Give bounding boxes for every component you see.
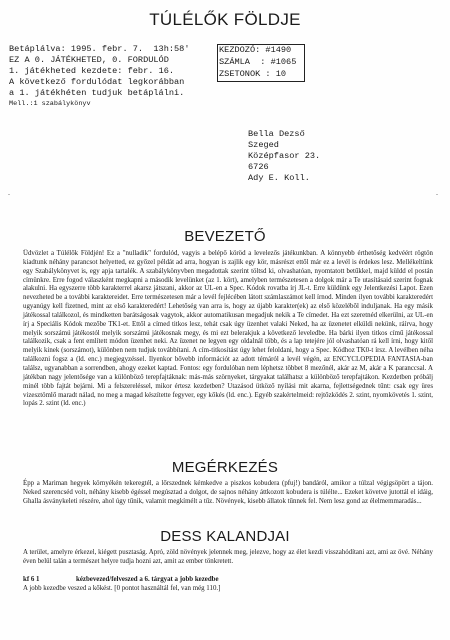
section-text-bevezeto [23,250,433,409]
bevezeto-paragraph: Üdvözlet a Túlélők Földjén! Ez a "nulladik" fordulód, vagyis a belépő köröd a levelezős játékunkban. A könnyebb érthetőség kedvéért rögtön kiadtunk néhány parancsot helyetted, ez győzel példát ad arra, hogyan is zajlik egy kör, másrészt ettől már ez a levél is érdekes lesz. Mellékeltünk egy Szabálykönyvet is, egy apja tartalék. A szabálykönyvben megadottak szerint töltsd ki, olvashatóan, nyomtatott betűkkel, majd küldd el postán címünkre. Erre fogod válaszként megkapni a második levelünket (az 1. kört), amelyben természetesen a dolgok már a Te utasításaid szerint fognak alakulni. Ha egyszerre több karakterrel akarsz játszani, akkor az UL-en a Spec. Kódok rovatba írj JL-t. Erre küldünk egy Jelentkezési Lapot. Ezen nevezheted be a további karaktereidet. Erre természetesen már a levél fejlécében látott számlaszámot kell írnod. Minden ilyen további karakteredért ugyanúgy kell fizetned, mint az első karakteredért! Lehetőség van arra is, hogy az újabb karakter(ek) az első közelébõl induljanak. Ha egy másik játékossal találkozol, és mindketten barátságosak vagytok, akkor automatikusan megadjuk nekik a Te címedet. Ha ezt szeretnéd elkerülni, az UL-en írj a Speciális Kódok mezőbe TK1-et. Ettől a címed titkos lesz, tehát csak úgy üzenhet valaki Neked, ha az üzenetet elküldi nekünk, ráírva, hogy melyik sorszámú játékostól melyik sorszámú játékosnak megy, és mi ezt belerakjuk a következő leveledbe. Ha bárki ilyen titkos című játékossal találkozik, csak a fent említett módon üzenhet neki. Az üzenet ne legyen egy oldalnál több, és a lap tetejére jól olvashatóan rá kell írni, hogy kitől melyik kinek (sorszámot), különben nem tudjuk továbbítani. A cím-titkosítást úgy lehet feloldani, hogy a Spec. Kódhoz TK0-t írsz. A levélben néha találkozni fogsz a (ld. enc.) megjegyzéssel. Ilyenkor bővebb információt az adott témáról a levél végén, az ENCYCLOPEDIA FANTASIA-ban találsz, ugyanabban a sorrendben, ahogy ezeket kaptad. Fontos: egy fordulóban nem léphetsz többet 8 mezőnél, akár az M, akár a K paranccsal. A játékban nagy jelentősége van a különböző terepfajtáknak: más-más szörnyeket, tárgyakat találhatsz a különböző terepfajtákon. Kezdetben próbálj minél több fajtát bejárni. Mi a felszereléssel, mikor értesz kezdetben? Utazásod ütköző nyílási mit akarna, fejlettségednek tűnt: csak egy üres vizesztömlő maradt nálad, no meg a magad készítette fegyver, egy kőkés (ld. enc.). Egyéb szakértelmeid: rejtőzködés 2. szint, nyomkövetés 1. szint, lopás 2. szint (ld. enc.) [23,250,433,408]
section-heading-dess: DESS KALANDJAI [160,528,290,545]
account-zsetonok: ZSETONOK : 10 [219,69,287,79]
command-code: kf 6 1 [23,576,40,583]
dess-paragraph: A terület, amelyre érkezel, kiégett pusztaság. Apró, zöld növények jelennek meg, jelezve, hogy az élet kezdi visszahódítani azt, ami az övé. Néhány éven belül talán a természet helyre tudja hozni azt, amit az ember tönkretett. [23,549,433,565]
page-title: TÚLÉLŐK FÖLDJE [149,10,301,29]
address-city: Szeged [248,140,279,150]
megerkezes-paragraph: Épp a Mariman hegyek környékén tekeregtél, a lőrszednek kémkedve a piszkos kobudera (pfuj!) bandáról, amikor a túlzal végigsöpört a tájon. Neked szerencséd volt, néhány kisebb égéssel megúsztad a dolgot, de sajnos néhány áttkozott kobudera is túlélte... Ezeket követve jutottál el idáig, Ghalla ásványkeleti részére, ahol úgy tűnik, valamit megkímélt a tűz. Növények, kisebb állatok tűnnek fel. Nem lesz gond az élelmemmaradás... [23,480,433,505]
info-line-week: EZ A 0. JÁTÉKHETED, 0. FORDULÓD [9,55,169,65]
info-line-attachment: Mell.:1 szabálykönyv [9,100,91,108]
section-heading-bevezeto: BEVEZETŐ [184,228,266,245]
account-kezdozo: KEZDOZÓ: #1490 [219,45,292,55]
info-line-next: A következő fordulódat legkorábban [9,77,185,87]
section-text-megerkezes [23,480,433,507]
info-line-week-input: a 1. játékhéten tudjuk betáplálni. [9,88,185,98]
section-text-dess [23,549,433,567]
section-heading-megerkezes: MEGÉRKEZÉS [171,459,279,476]
fold-mark-right: - [436,192,438,198]
account-szamla: SZÁMLA : #1065 [219,57,297,67]
address-name: Bella Dezső [248,129,305,139]
address-care-of: Ady E. Koll. [248,173,310,183]
info-line-entered: Betáplálva: 1995. febr. 7. 13h:58' [9,44,190,54]
command-description: kézbevezed/felveszed a 6. tárgyat a jobb kezedbe [76,576,219,583]
command-result: A jobb kezedbe veszed a kőkést. [0 pontot használtál fel, van még 110.] [23,585,221,592]
address-street: Középfasor 23. [248,151,321,161]
info-line-start: 1. játékheted kezdete: febr. 16. [9,66,175,76]
fold-mark-left: - [8,192,10,198]
address-zip: 6726 [248,162,269,172]
